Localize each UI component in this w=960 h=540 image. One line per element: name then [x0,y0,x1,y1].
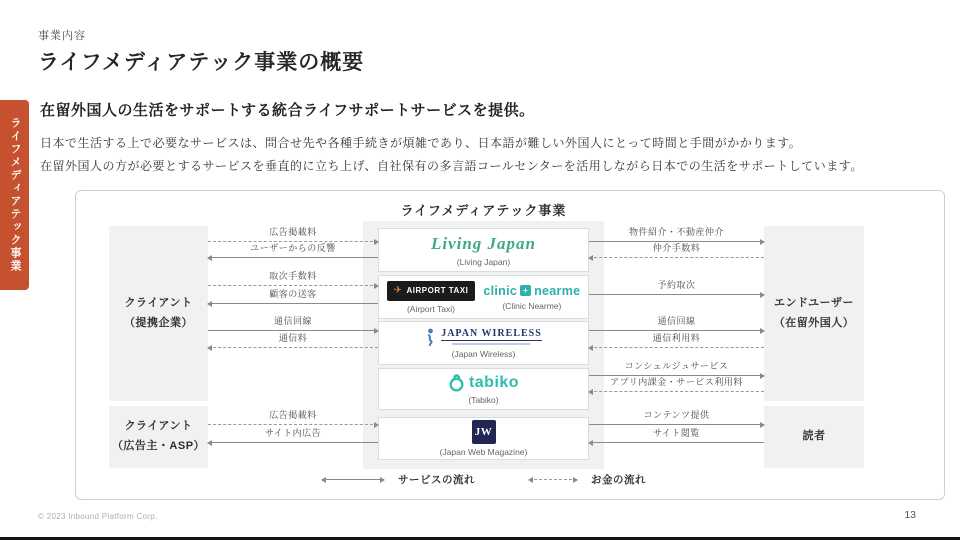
flow-label: ユーザーからの反響 [250,243,336,253]
clinic-cross-icon: + [520,285,531,296]
flow-line [589,347,764,348]
service-card-tabiko [378,368,589,410]
flow-line [589,391,764,392]
flow-line [208,303,378,304]
client-advertiser-label: クライアント [124,420,193,433]
living-japan-caption: (Living Japan) [456,256,511,267]
flow-label: 通信料 [278,333,308,343]
client-partner-sublabel: （提携企業） [124,316,193,329]
flow-label: アプリ内課金・サービス利用料 [610,377,743,387]
diagram-title: ライフメディアテック事業 [400,203,567,218]
business-flow-diagram [75,190,945,500]
flow-line [208,257,378,258]
flow-label: 顧客の送客 [269,289,317,299]
airport-taxi-caption: (Airport Taxi) [406,303,455,314]
flow-comm-line-right [589,315,764,331]
flow-comm-usage-fee [589,332,764,348]
japan-wireless-tagline [452,343,530,345]
flow-label: 予約取次 [657,280,696,290]
client-advertiser-box [109,406,208,468]
flow-property-intro [589,226,764,242]
flow-label: 仲介手数料 [652,243,701,253]
service-card-airport-taxi-clinic [378,275,589,319]
tabiko-logo-text: tabiko [468,373,520,391]
flow-brokerage-fee [589,242,764,258]
flow-line [589,424,764,425]
arrowhead-icon [588,440,593,446]
client-partner-box [109,226,208,401]
tabiko-logo [448,373,519,392]
intro-line-1: 日本で生活する上で必要なサービスは、問合せ先や各種手続きが煩雑であり、日本語が難しい外国人にとって時間と手間がかかります。 [40,136,802,150]
japan-web-magazine-caption: (Japan Web Magazine) [439,447,528,457]
client-advertiser-sublabel: （広告主・ASP） [111,440,206,452]
japan-wireless-wordmark [441,328,542,345]
japan-wireless-logo [425,328,542,346]
flow-booking-agency [589,279,764,295]
flow-label: サイト閲覧 [653,428,700,438]
service-card-japan-wireless [378,321,589,365]
section-tab-label: ライフメディアテック事業 [9,117,21,273]
flow-user-response [208,242,378,258]
flow-label: サイト内広告 [264,428,322,438]
copyright: © 2023 Inbound Platform Corp. [38,512,158,521]
arrowhead-icon [573,477,578,483]
arrowhead-icon [588,255,593,261]
eyebrow: 事業内容 [38,30,86,42]
japan-wireless-caption: (Japan Wireless) [451,348,516,359]
flow-content-delivery [589,409,764,425]
airport-taxi-logo-text: AIRPORT TAXI [406,286,469,295]
flow-line [589,442,764,443]
japan-wireless-logo-text: JAPAN WIRELESS [441,328,542,339]
flow-label: コンテンツ提供 [643,410,710,420]
legend-money-label: お金の流れ [591,474,646,486]
clinic-nearme-subservice [483,284,580,311]
flow-line [589,294,764,295]
flow-site-viewing [589,427,764,443]
flow-onsite-ads [208,427,378,443]
flow-label: 通信回線 [273,316,312,326]
flow-label: 通信利用料 [652,333,701,343]
flow-customer-referral [208,288,378,304]
arrowhead-icon [588,389,593,395]
flow-ad-posting-fee-bottom [208,409,378,425]
arrowhead-icon [760,292,765,298]
arrowhead-icon [207,255,212,261]
service-card-living-japan [378,228,589,272]
flow-line [208,442,378,443]
airport-taxi-logo [387,281,476,301]
client-partner-label: クライアント [124,296,193,309]
legend-service-label: サービスの流れ [398,474,475,486]
arrowhead-icon [321,477,326,483]
clinic-nearme-logo [483,284,580,298]
flow-label: コンシェルジュサービス [624,361,729,371]
flow-agency-fee [208,270,378,286]
living-japan-logo: Living Japan [430,233,537,253]
flow-label: 通信回線 [657,316,696,326]
intro-heading: 在留外国人の生活をサポートする統合ライフサポートサービスを提供。 [40,102,535,119]
flow-label: 広告掲載料 [269,227,317,237]
flow-label: 取次手数料 [269,271,317,281]
arrowhead-icon [207,301,212,307]
reader-box [764,406,864,468]
japan-web-magazine-logo: JW [472,420,496,444]
flow-comm-line-left [208,315,378,331]
arrowhead-icon [380,477,385,483]
end-user-label: エンドユーザー [773,296,855,309]
legend [76,472,892,487]
service-card-japan-web-magazine [378,417,589,460]
arrowhead-icon [588,345,593,351]
flow-comm-fee [208,332,378,348]
flow-label: 広告掲載料 [269,410,317,420]
clinic-logo-text-a: clinic [483,283,518,298]
tabiko-caption: (Tabiko) [468,395,499,405]
clinic-nearme-caption: (Clinic Nearme) [502,300,562,311]
airport-taxi-subservice [387,281,476,314]
flow-line [589,257,764,258]
japan-wireless-figure-icon [425,328,436,346]
page-title: ライフメディアテック事業の概要 [38,51,365,74]
intro-line-2: 在留外国人の方が必要とするサービスを垂直的に立ち上げ、自社保有の多言語コールセンターを活用しながら日本での生活をサポートしています。 [40,159,863,173]
arrowhead-icon [207,345,212,351]
flow-line [208,424,378,425]
tabiko-loop-icon [448,373,465,392]
arrowhead-icon [207,440,212,446]
flow-ad-posting-fee [208,226,378,242]
legend-solid-arrow-icon [322,479,384,480]
page-number: 13 [904,509,916,521]
end-user-box [764,226,864,401]
end-user-sublabel: （在留外国人） [773,316,855,329]
section-tab [0,100,29,290]
flow-label: 物件紹介・不動産仲介 [628,227,724,237]
reader-label: 読者 [802,430,826,443]
flow-in-app-billing [589,376,764,392]
flow-line [208,347,378,348]
clinic-logo-text-b: nearme [534,283,581,298]
legend-dashed-arrow-icon [529,479,577,480]
plane-icon: ✈ [393,284,403,296]
intro-block [40,99,920,178]
arrowhead-icon [528,477,533,483]
flow-concierge-service [589,360,764,376]
flow-line [208,285,378,286]
